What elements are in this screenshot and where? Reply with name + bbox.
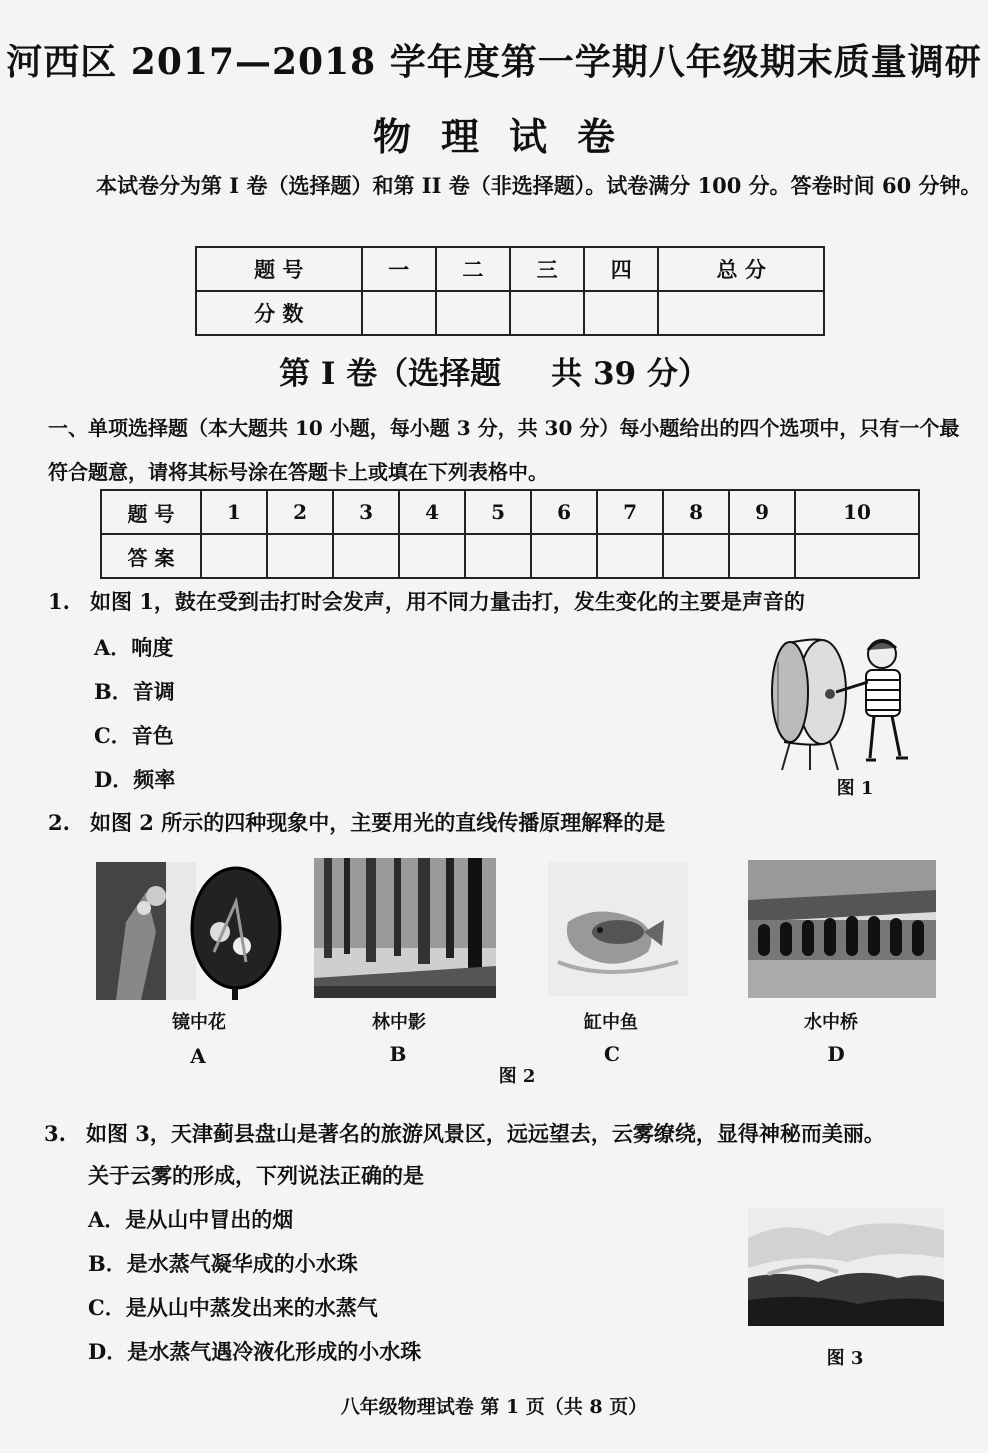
score-table-score-row	[196, 291, 824, 335]
score-entry-cell[interactable]	[436, 291, 510, 335]
answer-cell[interactable]	[465, 534, 531, 578]
part1-description: 一、单项选择题（本大题共 10 小题，每小题 3 分，共 30 分）每小题给出的四个选项中，只有一个最符合题意，请将其标号涂在答题卡上或填在下列表格中。	[48, 416, 960, 484]
q1-option-c[interactable]: C．音色	[94, 723, 174, 748]
score-entry-cell[interactable]	[658, 291, 824, 335]
option-letter-b[interactable]: B	[389, 1042, 407, 1066]
q1-option-a[interactable]: A．响度	[94, 635, 174, 660]
question-3-line2: 关于云雾的形成，下列说法正确的是	[88, 1163, 424, 1188]
option-letter-d[interactable]: D	[827, 1042, 845, 1066]
score-cell: 总 分	[658, 247, 824, 291]
option-letter-a[interactable]: A	[190, 1044, 206, 1068]
exam-title: 河西区 2017—2018 学年度第一学期八年级期末质量调研	[6, 41, 982, 83]
question-number-cell: 10	[795, 490, 919, 534]
answer-row-label: 答 案	[101, 534, 201, 578]
answer-table-label: 题 号	[101, 490, 201, 534]
exam-subject: 物理试卷	[372, 114, 645, 159]
question-number-cell: 5	[465, 490, 531, 534]
answer-cell[interactable]	[399, 534, 465, 578]
image-d-caption: 水中桥	[804, 1012, 858, 1033]
answer-cell[interactable]	[795, 534, 919, 578]
answer-cell[interactable]	[267, 534, 333, 578]
q1-option-d[interactable]: D．频率	[94, 767, 176, 792]
image-b-caption: 林中影	[372, 1012, 426, 1033]
question-1	[48, 586, 805, 616]
question-text: 如图 1，鼓在受到击打时会发声，用不同力量击打，发生变化的主要是声音的	[90, 589, 805, 614]
question-number-cell: 4	[399, 490, 465, 534]
answer-table	[100, 489, 920, 579]
bridge-reflection-photo	[748, 860, 936, 998]
answer-cell[interactable]	[663, 534, 729, 578]
image-a-caption: 镜中花	[172, 1012, 226, 1033]
score-entry-cell[interactable]	[584, 291, 658, 335]
fish-tank-photo	[548, 862, 688, 996]
figure-3-caption: 图 3	[826, 1348, 864, 1369]
score-cell: 四	[584, 247, 658, 291]
question-number-cell: 9	[729, 490, 795, 534]
answer-table-answer-row	[101, 534, 919, 578]
question-number: 3.	[44, 1121, 66, 1146]
figure-2-caption: 图 2	[498, 1066, 536, 1087]
drum-boy-illustration	[770, 632, 920, 772]
question-3	[44, 1118, 885, 1148]
question-number: 2.	[48, 810, 70, 835]
question-2	[48, 807, 665, 837]
question-number-cell: 2	[267, 490, 333, 534]
section-title-right: 共 39 分）	[551, 356, 709, 392]
question-number: 1.	[48, 589, 70, 614]
answer-cell[interactable]	[597, 534, 663, 578]
score-entry-cell[interactable]	[510, 291, 584, 335]
answer-cell[interactable]	[333, 534, 399, 578]
question-number-cell: 1	[201, 490, 267, 534]
question-number-cell: 7	[597, 490, 663, 534]
section-title	[0, 348, 988, 393]
forest-shadow-photo	[314, 858, 496, 998]
score-entry-cell[interactable]	[362, 291, 436, 335]
score-table	[195, 246, 825, 336]
score-cell: 三	[510, 247, 584, 291]
figure-1-caption: 图 1	[836, 778, 874, 799]
option-letter-c[interactable]: C	[604, 1042, 620, 1066]
q3-option-a[interactable]: A．是从山中冒出的烟	[88, 1207, 294, 1232]
question-text-line1: 如图 3，天津蓟县盘山是著名的旅游风景区，远远望去，云雾缭绕，显得神秘而美丽。	[86, 1121, 885, 1146]
image-c-caption: 缸中鱼	[584, 1012, 638, 1033]
answer-cell[interactable]	[729, 534, 795, 578]
exam-intro: 本试卷分为第 I 卷（选择题）和第 II 卷（非选择题）。试卷满分 100 分。答卷时间 60 分钟。	[96, 173, 982, 198]
question-number-cell: 3	[333, 490, 399, 534]
mirror-flower-photo	[96, 862, 282, 1000]
q1-option-b[interactable]: B．音调	[94, 679, 175, 704]
score-cell: 一	[362, 247, 436, 291]
score-cell: 二	[436, 247, 510, 291]
score-cell: 题 号	[196, 247, 362, 291]
q3-option-d[interactable]: D．是水蒸气遇冷液化形成的小水珠	[88, 1339, 422, 1364]
q3-option-c[interactable]: C．是从山中蒸发出来的水蒸气	[88, 1295, 378, 1320]
question-text: 如图 2 所示的四种现象中，主要用光的直线传播原理解释的是	[90, 810, 666, 835]
section-title-left: 第 I 卷（选择题	[279, 356, 502, 392]
question-number-cell: 8	[663, 490, 729, 534]
answer-cell[interactable]	[201, 534, 267, 578]
score-table-header-row	[196, 247, 824, 291]
answer-table-number-row	[101, 490, 919, 534]
page-footer: 八年级物理试卷 第 1 页（共 8 页）	[340, 1396, 648, 1418]
question-number-cell: 6	[531, 490, 597, 534]
q3-option-b[interactable]: B．是水蒸气凝华成的小水珠	[88, 1251, 358, 1276]
mountain-fog-photo	[748, 1208, 944, 1326]
answer-cell[interactable]	[531, 534, 597, 578]
score-row-label: 分 数	[196, 291, 362, 335]
